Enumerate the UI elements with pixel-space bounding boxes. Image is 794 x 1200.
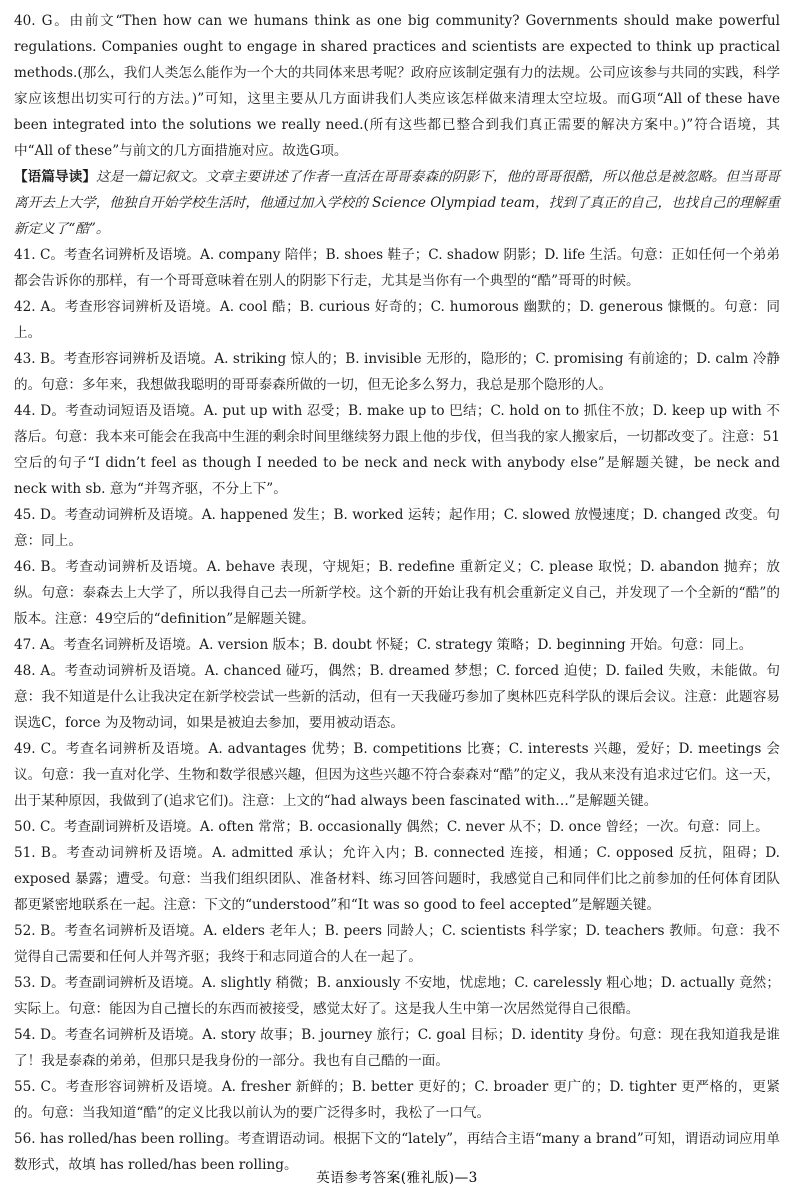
- answer-item-51: 51. B。考查动词辨析及语境。A. admitted 承认；允许入内；B. connected 连接，相通；C. opposed 反抗，阻碍；D. exposed 暴露；遭受。句意：当我们组织团队、准备材料、练习回答问题时，我感觉自己和同伴们比之前参加的任何体育团队都更紧密地联系在一起。注意：下文的“understood”和“It was so good to feel accepted”是解题关键。: [14, 845, 780, 913]
- page-footer: 英语参考答案(雅礼版)—3: [316, 1170, 478, 1186]
- passage-guide-text: 这是一篇记叙文。文章主要讲述了作者一直活在哥哥泰森的阴影下，他的哥哥很酷，所以他总是被忽略。但当哥哥离开去上大学，他独自开始学校生活时，他通过加入学校的 Science Olympiad team，找到了真正的自己，也找自己的理解重新定义了“酷”。: [14, 169, 781, 237]
- answer-item-45: 45. D。考查动词辨析及语境。A. happened 发生；B. worked 运转；起作用；C. slowed 放慢速度；D. changed 改变。句意：同上。: [14, 507, 780, 549]
- answer-item-41: 41. C。考查名词辨析及语境。A. company 陪伴；B. shoes 鞋子；C. shadow 阴影；D. life 生活。句意：正如任何一个弟弟都会告诉你的那样，有一个哥哥意味着在别人的阴影下行走，尤其是当你有一个典型的“酷”哥哥的时候。: [14, 247, 780, 289]
- answer-item-55: 55. C。考查形容词辨析及语境。A. fresher 新鲜的；B. better 更好的；C. broader 更广的；D. tighter 更严格的，更紧的。句意：当我知道“酷”的定义比我以前认为的要广泛得多时，我松了一口气。: [14, 1079, 780, 1121]
- answer-item-50: 50. C。考查副词辨析及语境。A. often 常常；B. occasionally 偶然；C. never 从不；D. once 曾经；一次。句意：同上。: [14, 819, 769, 835]
- answer-item-46: 46. B。考查动词辨析及语境。A. behave 表现，守规矩；B. redefine 重新定义；C. please 取悦；D. abandon 抛弃；放纵。句意：泰森去上大学了，所以我得自己去一所新学校。这个新的开始让我有机会重新定义自己，并发现了一个全新的“酷”的版本。注意：49空后的“definition”是解题关键。: [14, 559, 780, 627]
- passage-guide: [14, 164, 780, 242]
- answer-item-40: 40. G。由前文“Then how can we humans think as one big community? Governments should make powerful regulations. Companies ought to engage in shared practices and scientists are expected to think up practical methods.(那么，我们人类怎么能作为一个大的共同体来思考呢？政府应该制定强有力的法规。公司应该参与共同的实践，科学家应该想出切实可行的方法。)”可知，这里主要从几方面讲我们人类应该怎样做来清理太空垃圾。而G项“All of these have been integrated into the solutions we really need.(所有这些都已整合到我们真正需要的解决方案中。)”符合语境，其中“All of these”与前文的几方面措施对应。故选G项。: [14, 13, 780, 159]
- answer-item-49: 49. C。考查名词辨析及语境。A. advantages 优势；B. competitions 比赛；C. interests 兴趣，爱好；D. meetings 会议。句意：我一直对化学、生物和数学很感兴趣，但因为这些兴趣不符合泰森对“酷”的定义，我从来没有追求过它们。这一天，出于某种原因，我做到了(追求它们)。注意：上文的“had always been fascinated with…”是解题关键。: [14, 741, 780, 809]
- answer-item-56: 56. has rolled/has been rolling。考查谓语动词。根据下文的“lately”，再结合主语“many a brand”可知，谓语动词应用单数形式，故填 has rolled/has been rolling。: [14, 1131, 780, 1173]
- answer-item-44: 44. D。考查动词短语及语境。A. put up with 忍受；B. make up to 巴结；C. hold on to 抓住不放；D. keep up with 不落后。句意：我本来可能会在我高中生涯的剩余时间里继续努力跟上他的步伐，但当我的家人搬家后，一切都改变了。注意：51空后的句子“I didn’t feel as though I needed to be neck and neck with anybody else”是解题关键，be neck and neck with sb. 意为“并驾齐驱，不分上下”。: [14, 403, 780, 497]
- passage-guide-label: 【语篇导读】: [14, 169, 97, 185]
- answer-item-53: 53. D。考查副词辨析及语境。A. slightly 稍微；B. anxiously 不安地，忧虑地；C. carelessly 粗心地；D. actually 竟然；实际上。句意：能因为自己擅长的东西而被接受，感觉太好了。这是我人生中第一次居然觉得自己很酷。: [14, 975, 780, 1017]
- answer-item-42: 42. A。考查形容词辨析及语境。A. cool 酷；B. curious 好奇的；C. humorous 幽默的；D. generous 慷慨的。句意：同上。: [14, 299, 780, 341]
- answer-item-54: 54. D。考查名词辨析及语境。A. story 故事；B. journey 旅行；C. goal 目标；D. identity 身份。句意：现在我知道我是谁了！我是泰森的弟弟，但那只是我身份的一部分。我也有自己酷的一面。: [14, 1027, 780, 1069]
- answer-item-43: 43. B。考查形容词辨析及语境。A. striking 惊人的；B. invisible 无形的，隐形的；C. promising 有前途的；D. calm 冷静的。句意：多年来，我想做我聪明的哥哥泰森所做的一切，但无论多么努力，我总是那个隐形的人。: [14, 351, 780, 393]
- answer-item-48: 48. A。考查动词辨析及语境。A. chanced 碰巧，偶然；B. dreamed 梦想；C. forced 迫使；D. failed 失败，未能做。句意：我不知道是什么让我决定在新学校尝试一些新的活动，但有一天我碰巧参加了奥林匹克科学队的课后会议。注意：此题容易误选C，force 为及物动词，如果是被迫去参加，要用被动语态。: [14, 663, 780, 731]
- answer-item-47: 47. A。考查名词辨析及语境。A. version 版本；B. doubt 怀疑；C. strategy 策略；D. beginning 开始。句意：同上。: [14, 637, 753, 653]
- answer-item-52: 52. B。考查名词辨析及语境。A. elders 老年人；B. peers 同龄人；C. scientists 科学家；D. teachers 教师。句意：我不觉得自己需要和任何人并驾齐驱；我终于和志同道合的人在一起了。: [14, 923, 780, 965]
